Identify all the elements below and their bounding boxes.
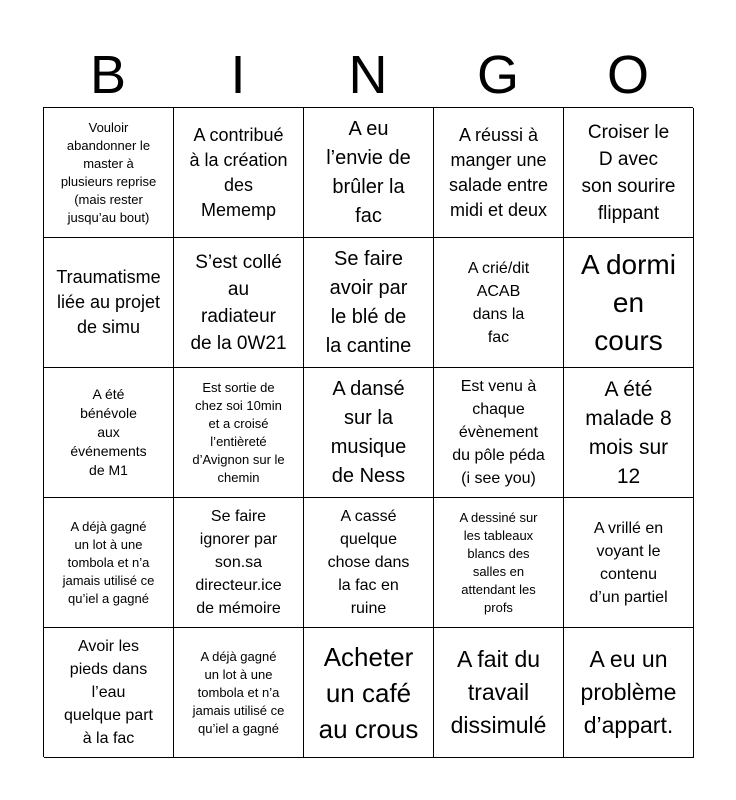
bingo-cell-r5-c5[interactable] xyxy=(564,628,694,758)
bingo-cell-r4-c5[interactable] xyxy=(564,498,694,628)
bingo-cell-r1-c5[interactable] xyxy=(564,108,694,238)
cell-text: Croiser le D avec son sourire flippant xyxy=(581,121,676,224)
bingo-cell-r3-c1[interactable] xyxy=(44,368,174,498)
bingo-cell-r2-c2[interactable] xyxy=(174,238,304,368)
bingo-cell-r5-c3[interactable] xyxy=(304,628,434,758)
bingo-cell-r3-c4[interactable] xyxy=(434,368,564,498)
cell-text: A eu un problème d’appart. xyxy=(580,646,677,738)
bingo-cell-r1-c4[interactable] xyxy=(434,108,564,238)
header-letter-g: G xyxy=(476,45,519,105)
cell-text: Se faire avoir par le blé de la cantine xyxy=(325,247,412,357)
header-letter-i: I xyxy=(230,45,246,105)
cell-text: A réussi à manger une salade entre midi et deux xyxy=(448,124,549,220)
header-letter-o: O xyxy=(606,45,649,105)
cell-text: A déjà gagné un lot à une tombola et n’a jamais utilisé ce qu’iel a gagné xyxy=(192,648,285,736)
cell-text: A déjà gagné un lot à une tombola et n’a jamais utilisé ce qu’iel a gagné xyxy=(62,518,155,606)
bingo-cell-r5-c4[interactable] xyxy=(434,628,564,758)
bingo-cell-r4-c4[interactable] xyxy=(434,498,564,628)
cell-text: A contribué à la création des Mememp xyxy=(189,124,288,220)
cell-text: A été malade 8 mois sur 12 xyxy=(585,377,672,488)
bingo-cell-r1-c2[interactable] xyxy=(174,108,304,238)
bingo-cell-r2-c5[interactable] xyxy=(564,238,694,368)
bingo-cell-r1-c3[interactable] xyxy=(304,108,434,238)
bingo-cell-r2-c4[interactable] xyxy=(434,238,564,368)
bingo-cell-r4-c3[interactable] xyxy=(304,498,434,628)
cell-text: A fait du travail dissimulé xyxy=(450,646,547,738)
cell-text: S’est collé au radiateur de la 0W21 xyxy=(190,251,287,354)
cell-text: A vrillé en voyant le contenu d’un partiel xyxy=(589,519,668,606)
cell-text: Est venu à chaque évènement du pôle péda (i see you) xyxy=(452,378,545,487)
bingo-cell-r5-c1[interactable] xyxy=(44,628,174,758)
bingo-cell-r1-c1[interactable] xyxy=(44,108,174,238)
bingo-cell-r2-c1[interactable] xyxy=(44,238,174,368)
cell-text: Traumatisme liée au projet de simu xyxy=(56,267,161,337)
bingo-header xyxy=(43,42,693,108)
bingo-cell-r3-c5[interactable] xyxy=(564,368,694,498)
cell-text: A cassé quelque chose dans la fac en ruine xyxy=(327,508,410,617)
bingo-cell-r3-c3[interactable] xyxy=(304,368,434,498)
bingo-board xyxy=(43,107,693,757)
cell-text: Acheter un café au crous xyxy=(318,641,419,744)
cell-text: A crié/dit ACAB dans la fac xyxy=(467,259,530,346)
cell-text: A dansé sur la musique de Ness xyxy=(330,377,407,487)
bingo-cell-r3-c2[interactable] xyxy=(174,368,304,498)
bingo-cell-r2-c3[interactable] xyxy=(304,238,434,368)
cell-text: A dormi en cours xyxy=(581,248,676,356)
bingo-cell-r4-c2[interactable] xyxy=(174,498,304,628)
cell-text: Avoir les pieds dans l’eau quelque part à la fac xyxy=(64,638,153,747)
cell-text: A dessiné sur les tableaux blancs des salles en attendant les profs xyxy=(459,509,538,615)
cell-text: Se faire ignorer par son.sa directeur.ice de mémoire xyxy=(195,508,282,617)
bingo-cell-r4-c1[interactable] xyxy=(44,498,174,628)
header-letter-b: B xyxy=(89,45,127,105)
cell-text: A été bénévole aux événements de M1 xyxy=(70,386,147,478)
cell-text: A eu l’envie de brûler la fac xyxy=(326,117,411,227)
bingo-cell-r5-c2[interactable] xyxy=(174,628,304,758)
cell-text: Vouloir abandonner le master à plusieurs reprise (mais rester jusqu’au bout) xyxy=(60,119,157,225)
cell-text: Est sortie de chez soi 10min et a croisé l’entièreté d’Avignon sur le chemin xyxy=(192,379,285,485)
header-letter-n: N xyxy=(348,45,388,105)
